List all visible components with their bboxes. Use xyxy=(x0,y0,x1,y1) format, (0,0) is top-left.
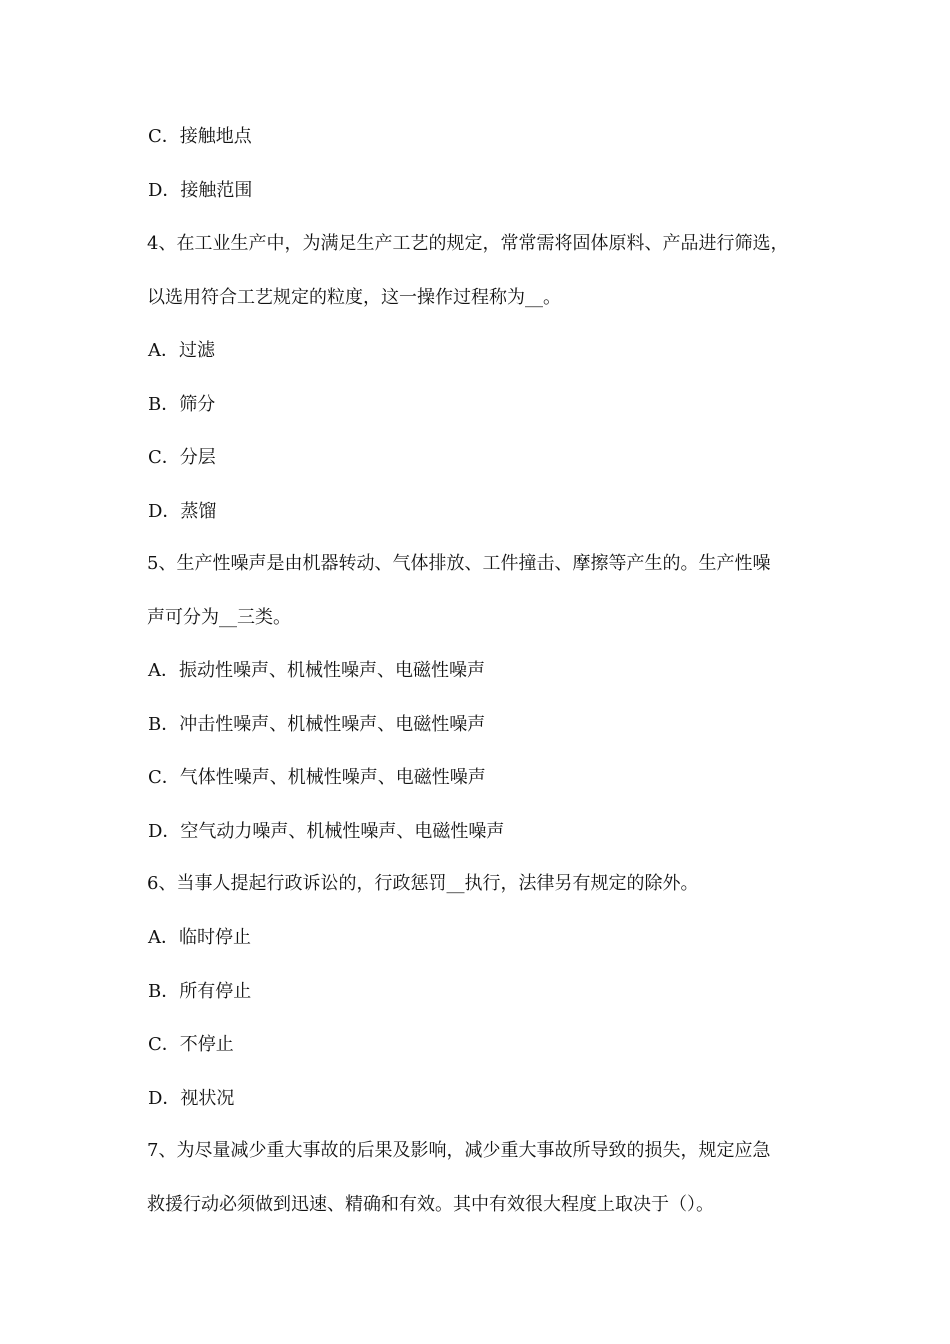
question-line: 7、为尽量减少重大事故的后果及影响，减少重大事故所导致的损失，规定应急 xyxy=(147,1140,771,1161)
question-line: 5、生产性噪声是由机器转动、气体排放、工件撞击、摩擦等产生的。生产性噪 xyxy=(147,553,771,574)
question-line: 6、当事人提起行政诉讼的，行政惩罚__执行，法律另有规定的除外。 xyxy=(147,873,699,894)
option-line: B．筛分 xyxy=(148,394,216,415)
option-line: A．临时停止 xyxy=(148,927,251,948)
option-line: C．接触地点 xyxy=(148,126,252,147)
question-line: 4、在工业生产中，为满足生产工艺的规定，常常需将固体原料、产品进行筛选， xyxy=(147,233,789,254)
option-line: A．过滤 xyxy=(148,340,215,361)
option-line: D．接触范围 xyxy=(148,180,253,201)
option-line: A．振动性噪声、机械性噪声、电磁性噪声 xyxy=(148,660,485,681)
option-line: D．蒸馏 xyxy=(148,501,217,522)
option-line: B．所有停止 xyxy=(148,981,252,1002)
option-line: C．不停止 xyxy=(148,1034,234,1055)
question-line: 以选用符合工艺规定的粒度，这一操作过程称为__。 xyxy=(147,287,561,308)
option-line: D．空气动力噪声、机械性噪声、电磁性噪声 xyxy=(148,821,505,842)
option-line: B．冲击性噪声、机械性噪声、电磁性噪声 xyxy=(148,714,486,735)
question-line: 声可分为__三类。 xyxy=(147,607,291,628)
question-line: 救援行动必须做到迅速、精确和有效。其中有效很大程度上取决于（）。 xyxy=(147,1194,714,1215)
option-line: D．视状况 xyxy=(148,1088,235,1109)
option-line: C．分层 xyxy=(148,447,216,468)
option-line: C．气体性噪声、机械性噪声、电磁性噪声 xyxy=(148,767,486,788)
